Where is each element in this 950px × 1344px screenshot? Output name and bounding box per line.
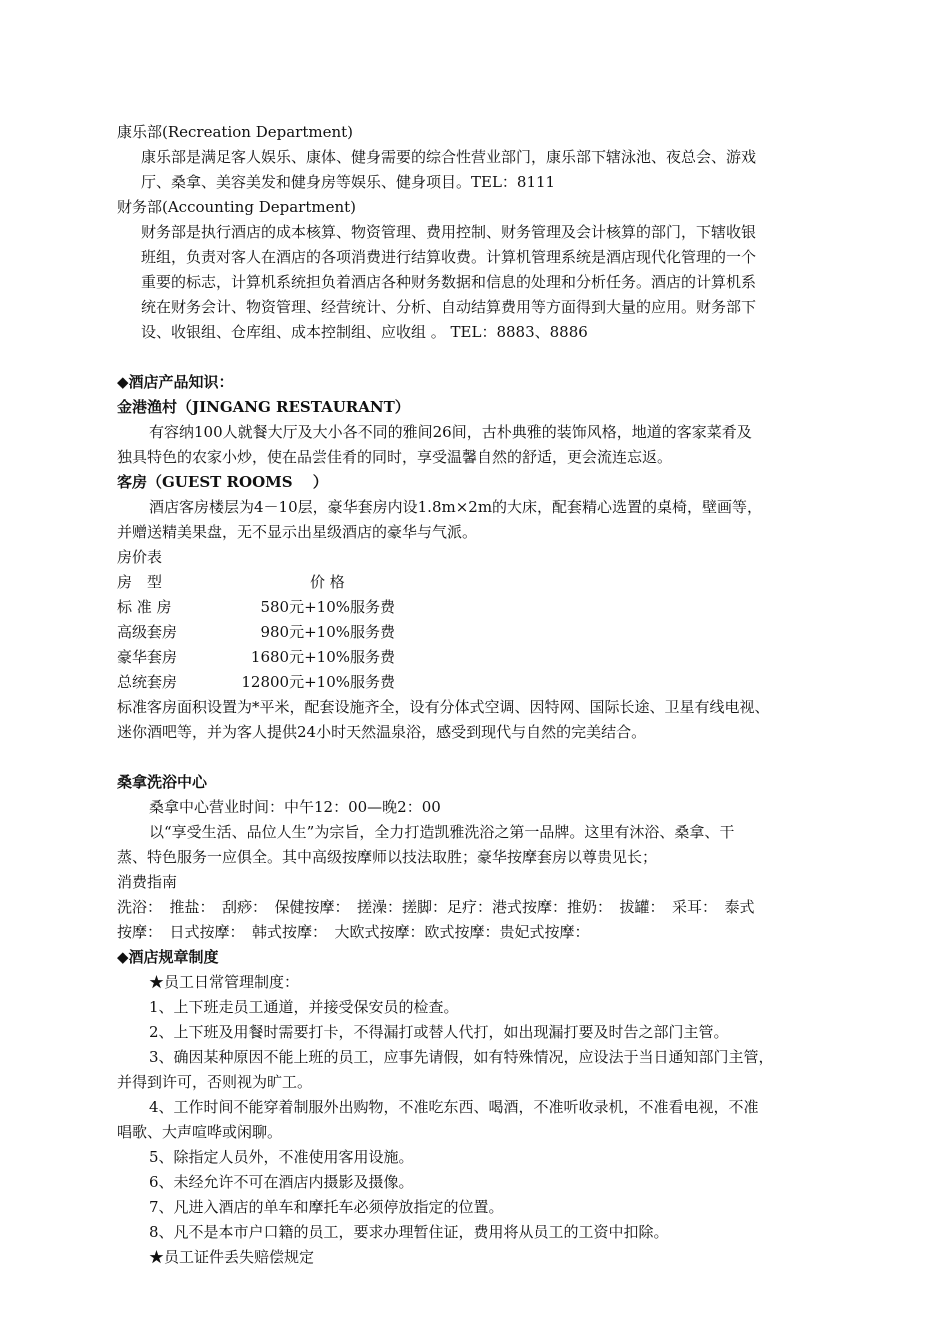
recreation-line-2: 厅、桑拿、美容美发和健身房等娱乐、健身项目。TEL：8111 <box>141 173 556 191</box>
rules-daily-title: ★员工日常管理制度： <box>149 973 300 991</box>
price-table-title: 房价表 <box>117 548 163 566</box>
rooms-line-1: 酒店客房楼层为4－10层，豪华套房内设1.8m×2m的大床，配套精心选置的桌椅，壁画等， <box>149 498 763 516</box>
products-heading: ◆酒店产品知识： <box>117 373 234 391</box>
sauna-guide-title: 消费指南 <box>117 873 178 891</box>
accounting-line-3: 重要的标志，计算机系统担负着酒店各种财务数据和信息的处理和分析任务。酒店的计算机系 <box>141 273 757 291</box>
accounting-line-5: 设、收银组、仓库组、成本控制组、应收组 。 TEL：8883、8886 <box>141 323 588 341</box>
rule-item: 7、凡进入酒店的单车和摩托车必须停放指定的位置。 <box>149 1198 504 1216</box>
rule-item: 6、未经允许不可在酒店内摄影及摄像。 <box>149 1173 414 1191</box>
rule-item: 5、除指定人员外，不准使用客用设施。 <box>149 1148 414 1166</box>
col-price-header: 价 格 <box>310 573 345 591</box>
accounting-heading: 财务部(Accounting Department) <box>117 198 356 216</box>
rule-item: 8、凡不是本市户口籍的员工，要求办理暂住证，费用将从员工的工资中扣除。 <box>149 1223 669 1241</box>
room-type: 高级套房 <box>117 623 178 641</box>
restaurant-line-2: 独具特色的农家小炒，使在品尝佳肴的同时，享受温馨自然的舒适，更会流连忘返。 <box>117 448 673 466</box>
room-type: 豪华套房 <box>117 648 178 666</box>
rule-item-continued: 唱歌、大声喧哗或闲聊。 <box>117 1123 283 1141</box>
col-type-header: 房 型 <box>117 573 163 591</box>
room-price: 980元+10%服务费 <box>260 623 395 641</box>
rules-lost-cert-title: ★员工证件丢失赔偿规定 <box>149 1248 315 1266</box>
sauna-heading: 桑拿洗浴中心 <box>117 773 208 791</box>
restaurant-heading: 金港渔村（JINGANG RESTAURANT） <box>117 398 410 416</box>
rule-item-continued: 并得到许可，否则视为旷工。 <box>117 1073 313 1091</box>
sauna-line-2: 蒸、特色服务一应俱全。其中高级按摩师以技法取胜；豪华按摩套房以尊贵见长； <box>117 848 658 866</box>
price-row <box>117 620 842 645</box>
sauna-hours: 桑拿中心营业时间：中午12：00—晚2：00 <box>149 798 441 816</box>
price-row <box>117 595 842 620</box>
room-price: 580元+10%服务费 <box>260 598 395 616</box>
rule-item: 2、上下班及用餐时需要打卡，不得漏打或替人代打，如出现漏打要及时告之部门主管。 <box>149 1023 729 1041</box>
recreation-heading: 康乐部(Recreation Department) <box>117 123 353 141</box>
rooms-line-2: 并赠送精美果盘，无不显示出星级酒店的豪华与气派。 <box>117 523 478 541</box>
rule-item: 3、确因某种原因不能上班的员工，应事先请假，如有特殊情况，应设法于当日通知部门主管， <box>149 1048 774 1066</box>
rules-heading: ◆酒店规章制度 <box>117 948 219 966</box>
rule-item: 1、上下班走员工通道，并接受保安员的检查。 <box>149 998 459 1016</box>
rule-item: 4、工作时间不能穿着制服外出购物，不准吃东西、喝酒，不准听收录机，不准看电视，不准 <box>149 1098 759 1116</box>
sauna-guide-line-1: 洗浴： 推盐： 刮痧： 保健按摩： 搓澡：搓脚：足疗：港式按摩：推奶： 拔罐： 采耳： 泰式 <box>117 898 755 916</box>
room-price: 12800元+10%服务费 <box>241 673 395 691</box>
rooms-heading: 客房（GUEST ROOMS ） <box>117 473 328 491</box>
accounting-line-2: 班组，负责对客人在酒店的各项消费进行结算收费。计算机管理系统是酒店现代化管理的一个 <box>141 248 757 266</box>
room-type: 总统套房 <box>117 673 178 691</box>
price-table-header <box>117 570 842 595</box>
rooms-after-line-1: 标准客房面积设置为*平米，配套设施齐全，设有分体式空调、因特网、国际长途、卫星有线电视、 <box>117 698 770 716</box>
price-row <box>117 645 842 670</box>
room-type: 标 准 房 <box>117 598 172 616</box>
restaurant-line-1: 有容纳100人就餐大厅及大小各不同的雅间26间，古朴典雅的装饰风格，地道的客家菜肴及 <box>149 423 752 441</box>
price-row <box>117 670 842 695</box>
recreation-line-1: 康乐部是满足客人娱乐、康体、健身需要的综合性营业部门，康乐部下辖泳池、夜总会、游戏 <box>141 148 757 166</box>
accounting-line-4: 统在财务会计、物资管理、经营统计、分析、自动结算费用等方面得到大量的应用。财务部下 <box>141 298 757 316</box>
accounting-line-1: 财务部是执行酒店的成本核算、物资管理、费用控制、财务管理及会计核算的部门，下辖收银 <box>141 223 757 241</box>
sauna-guide-line-2: 按摩： 日式按摩： 韩式按摩： 大欧式按摩：欧式按摩：贵妃式按摩： <box>117 923 590 941</box>
room-price: 1680元+10%服务费 <box>250 648 395 666</box>
rooms-after-line-2: 迷你酒吧等，并为客人提供24小时天然温泉浴，感受到现代与自然的完美结合。 <box>117 723 647 741</box>
sauna-line-1: 以“享受生活、品位人生”为宗旨，全力打造凯雅洗浴之第一品牌。这里有沐浴、桑拿、干 <box>149 823 735 841</box>
